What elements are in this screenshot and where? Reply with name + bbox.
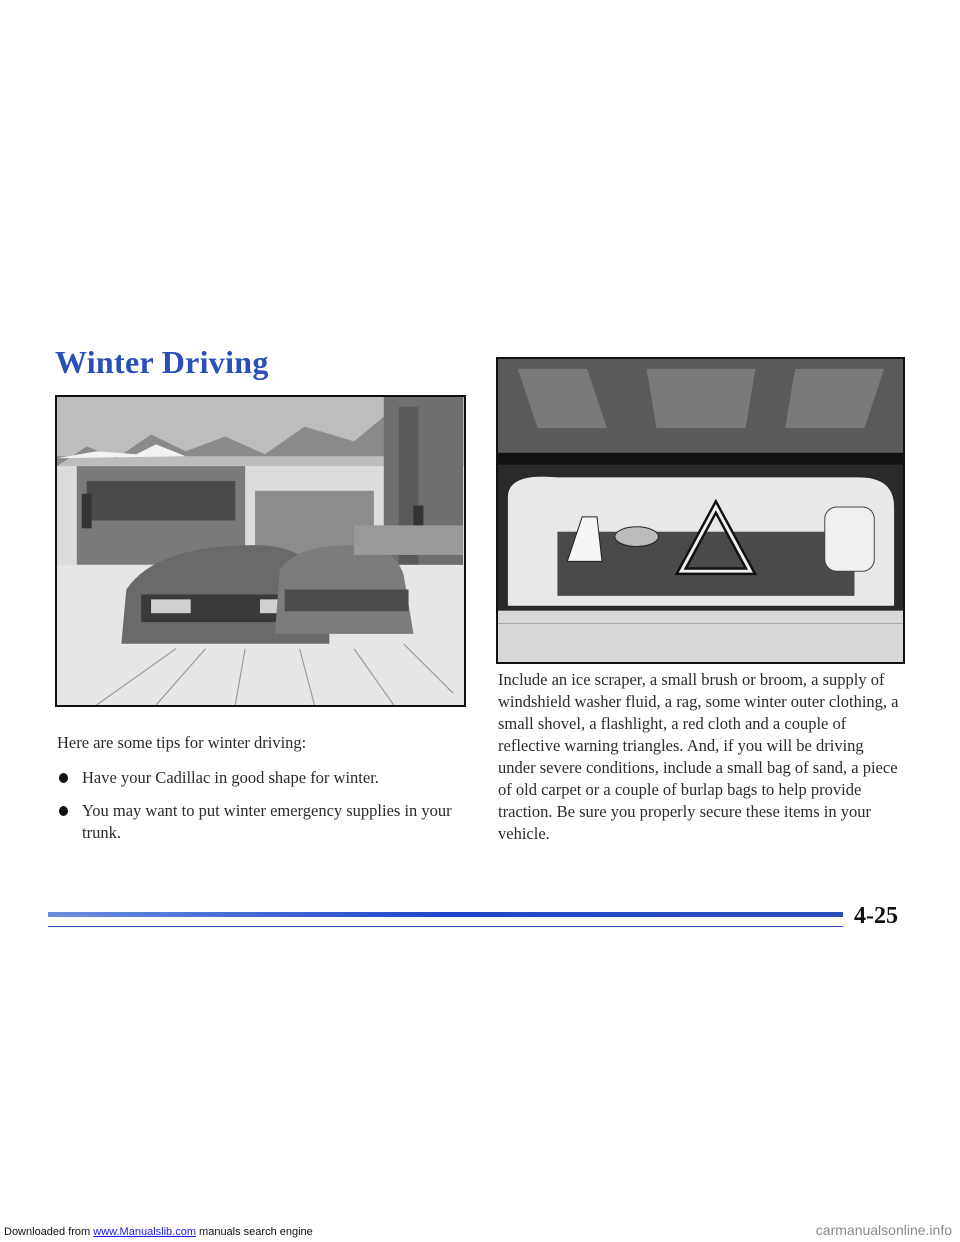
page-number: 4-25: [854, 903, 898, 929]
list-item: [57, 800, 467, 844]
download-credit-suffix: manuals search engine: [195, 1226, 313, 1238]
download-credit: [4, 1226, 313, 1238]
section-title: Winter Driving: [55, 344, 269, 380]
emergency-supplies-paragraph: Include an ice scraper, a small brush or broom, a supply of windshield washer fluid, a rag, some winter outer clothing, a small shovel, a flashlight, a red cloth and a couple of reflective warning triangles. And, if you will be driving under severe conditions, include a small bag of sand, a piece of old carpet or a couple of burlap bags to help provide traction. Be sure you properly secure these items in your vehicle.: [498, 670, 899, 843]
tips-intro: Here are some tips for winter driving:: [57, 733, 307, 752]
list-item-text: Have your Cadillac in good shape for winter.: [82, 768, 379, 787]
trunk-supplies-illustration: [496, 357, 905, 664]
list-item-text: You may want to put winter emergency supplies in your trunk.: [82, 801, 452, 842]
bullet-icon: [59, 773, 68, 783]
tips-list: [57, 767, 467, 844]
list-item: [57, 767, 467, 789]
watermark: carmanualsonline.info: [815, 1222, 952, 1238]
page-rule-thin: [48, 926, 843, 927]
winter-street-illustration: [55, 395, 466, 707]
bullet-icon: [59, 806, 68, 816]
winter-tips: [57, 732, 467, 855]
page-rule: [48, 912, 843, 917]
manualslib-link[interactable]: www.Manualslib.com: [93, 1226, 196, 1238]
download-credit-prefix: Downloaded from: [4, 1226, 94, 1238]
